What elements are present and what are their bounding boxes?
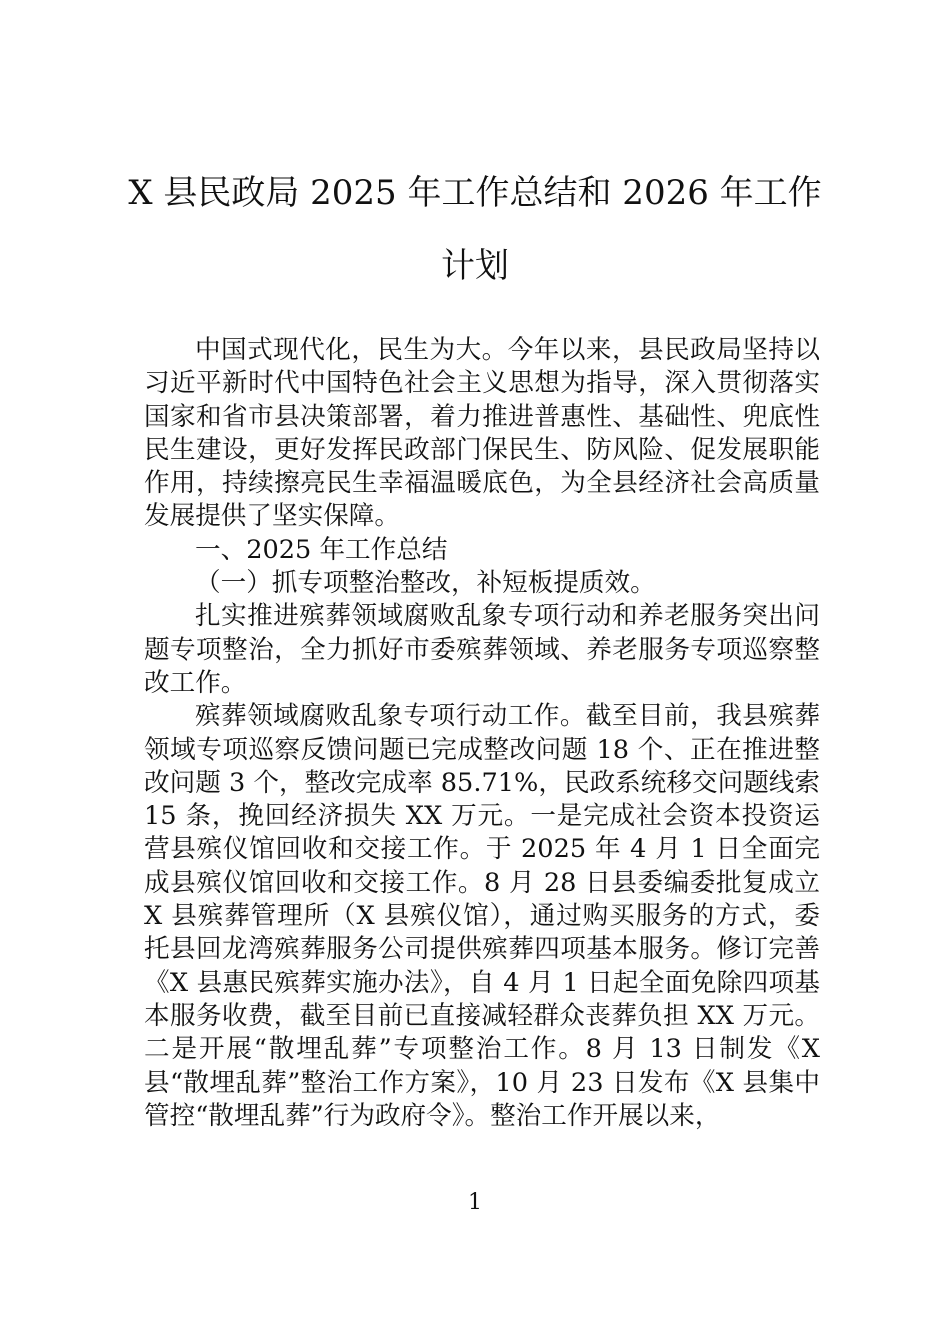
body-paragraph: 殡葬领域腐败乱象专项行动工作。截至目前，我县殡葬领域专项巡察反馈问题已完成整改问题 18 个、正在推进整改问题 3 个，整改完成率 85.71%，民政系统移交问题线索 15 条，挽回经济损失 XX 万元。一是完成社会资本投资运营县殡仪馆回收和交接工作。于 2025 年 4 月 1 日全面完成县殡仪馆回收和交接工作。8 月 28 日县委编委批复成立 X 县殡葬管理所（X 县殡仪馆），通过购买服务的方式，委托县回龙湾殡葬服务公司提供殡葬四项基本服务。修订完善《X 县惠民殡葬实施办法》，自 4 月 1 日起全面免除四项基本服务收费，截至目前已直接减轻群众丧葬负担 XX 万元。二是开展“散埋乱葬”专项整治工作。8 月 13 日制发《X 县“散埋乱葬”整治工作方案》，10 月 23 日发布《X 县集中管控“散埋乱葬”行为政府令》。整治工作开展以来， [144,701,820,1131]
subsection-heading-1: （一）抓专项整治整改，补短板提质效。 [195,568,656,599]
document-title-line-1: X 县民政局 2025 年工作总结和 2026 年工作 [128,173,822,213]
intro-paragraph: 中国式现代化，民生为大。今年以来，县民政局坚持以习近平新时代中国特色社会主义思想为指导，深入贯彻落实国家和省市县决策部署，着力推进普惠性、基础性、兜底性民生建设，更好发挥民政部门保民生、防风险、促发展职能作用，持续擦亮民生幸福温暖底色，为全县经济社会高质量发展提供了坚实保障。 [144,335,820,532]
document-body [144,334,820,1133]
page-number: 1 [468,1190,482,1215]
section-heading-summary: 一、2025 年工作总结 [195,534,448,565]
body-paragraph: 扎实推进殡葬领域腐败乱象专项行动和养老服务突出问题专项整治，全力抓好市委殡葬领域、养老服务专项巡察整改工作。 [144,601,820,698]
document-title-line-2: 计划 [441,246,509,286]
